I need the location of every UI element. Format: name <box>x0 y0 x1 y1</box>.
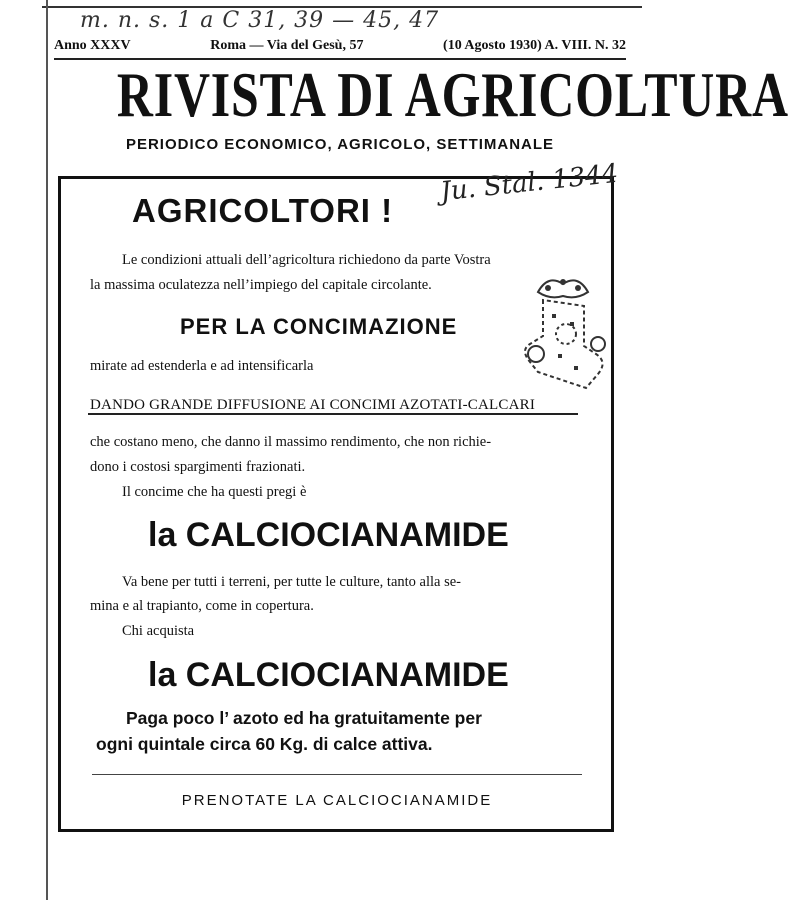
offer-line-2: ogni quintale circa 60 Kg. di calce attiva. <box>96 734 433 754</box>
handwritten-shelfmark: Ju. Stal. 1344 <box>438 158 620 208</box>
usage-line-1: Va bene per tutti i terreni, per tutte le culture, tanto alla se- <box>122 574 462 590</box>
benefit-line-2: dono i costosi spargimenti frazionati. <box>90 459 306 475</box>
issue-date: (10 Agosto 1930) A. VIII. N. 32 <box>443 38 626 53</box>
intro-line-2: la massima oculatezza nell’impiego del capitale circolante. <box>90 277 432 293</box>
issue-year: Anno XXXV <box>54 38 131 53</box>
masthead-title: RIVISTA DI AGRICOLTURA <box>116 59 789 130</box>
emphasis-underline <box>88 413 578 415</box>
issue-header <box>54 38 626 54</box>
usage-line-2: mina e al trapianto, come in copertura. <box>90 598 314 614</box>
product-name-2: la CALCIOCIANAMIDE <box>148 656 509 694</box>
offer-line-1: Paga poco l’ azoto ed ha gratuitamente per <box>126 708 482 728</box>
handwritten-note-top: m. n. s. 1 a C 31, 39 — 45, 47 <box>80 8 440 33</box>
issue-place: Roma — Via del Gesù, 57 <box>210 38 364 53</box>
library-stamp-icon <box>508 270 618 410</box>
masthead-subtitle: PERIODICO ECONOMICO, AGRICOLO, SETTIMANALE <box>125 136 555 153</box>
binding-edge <box>46 0 48 900</box>
advice-line: mirate ad estenderla e ad intensificarla <box>90 358 314 374</box>
footer-call-to-action: PRENOTATE LA CALCIOCIANAMIDE <box>181 792 493 809</box>
benefit-line-1: che costano meno, che danno il massimo rendimento, che non richie- <box>90 434 492 450</box>
intro-line-1: Le condizioni attuali dell’agricoltura richiedono da parte Vostra <box>122 252 491 268</box>
ad-headline: AGRICOLTORI ! <box>132 192 394 229</box>
buyer-line: Chi acquista <box>122 623 195 639</box>
lead-in-line: Il concime che ha questi pregi è <box>122 484 307 500</box>
emphasis-line: DANDO GRANDE DIFFUSIONE AI CONCIMI AZOTATI-CALCARI <box>90 397 536 413</box>
footer-divider <box>92 774 582 775</box>
product-name-1: la CALCIOCIANAMIDE <box>148 516 509 554</box>
section-heading: PER LA CONCIMAZIONE <box>180 314 458 339</box>
